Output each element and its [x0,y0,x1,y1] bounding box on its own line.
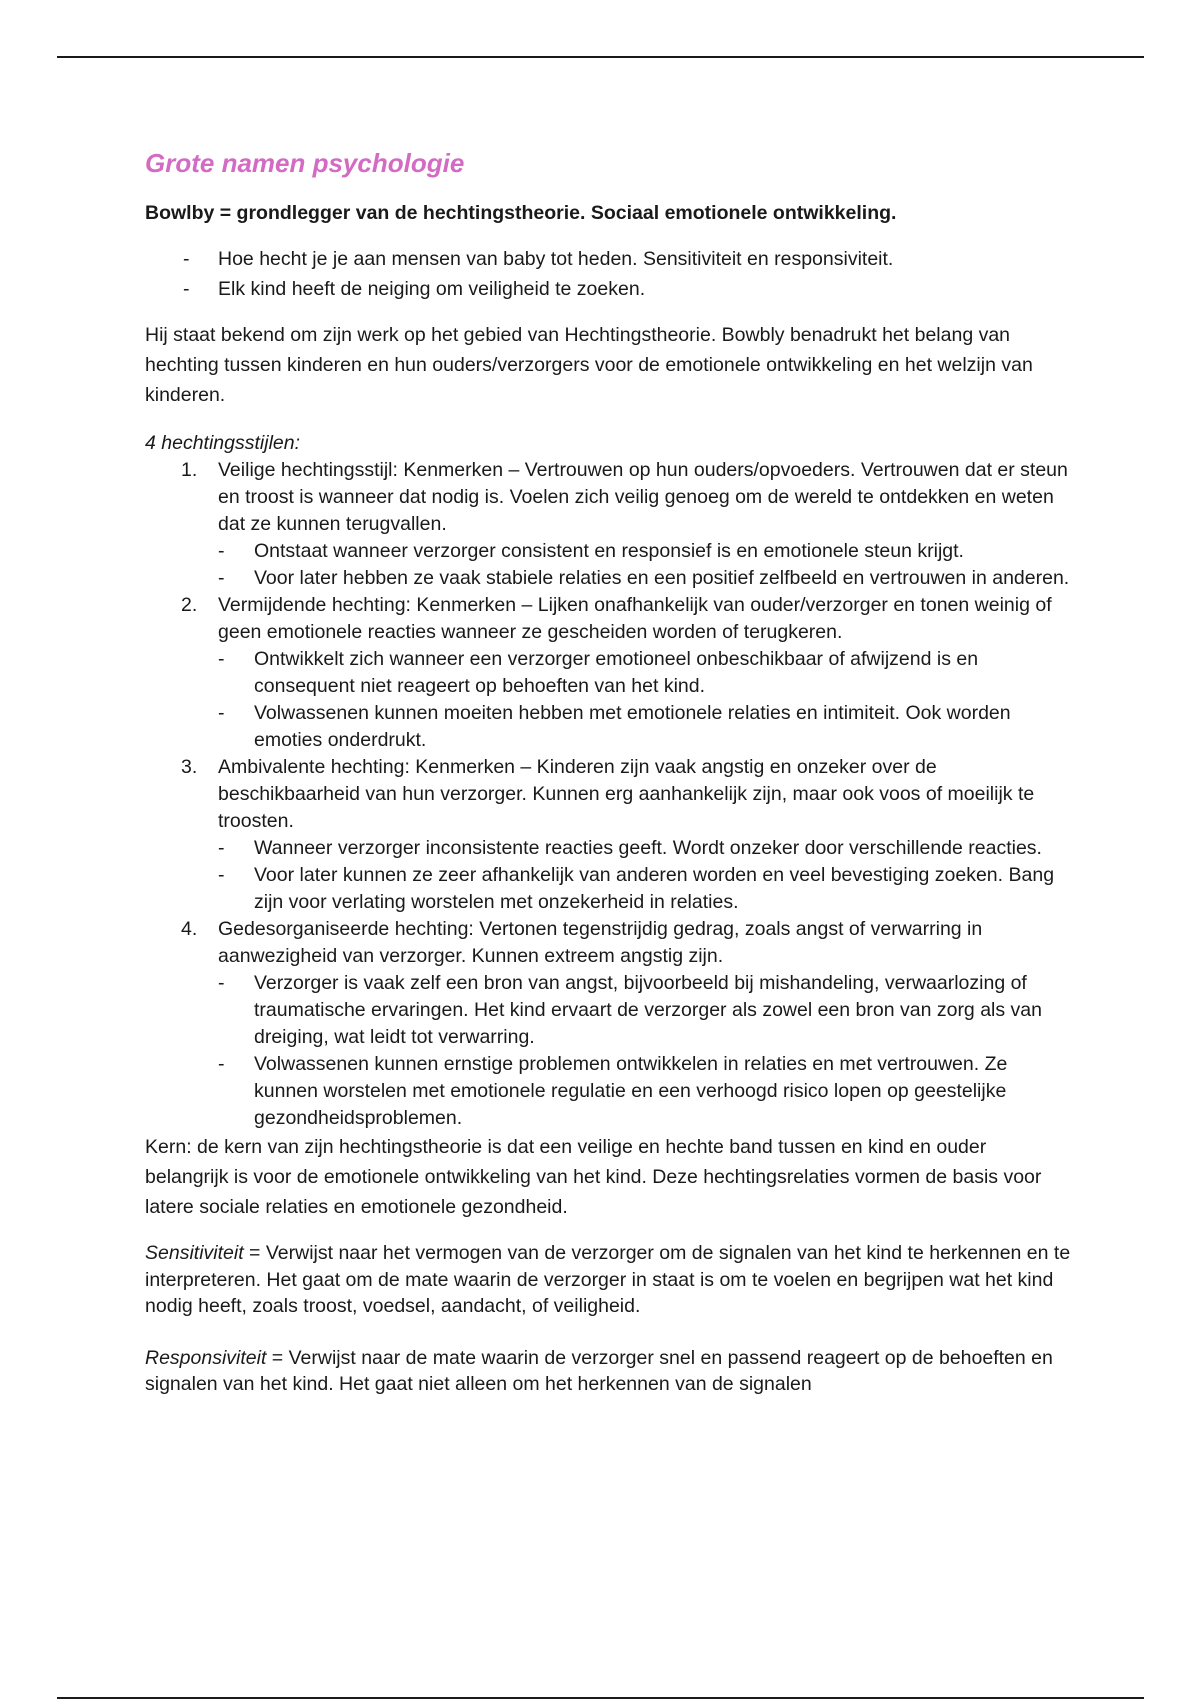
responsiviteit-definition [145,1345,1075,1398]
attachment-styles-list [145,457,1075,1132]
style-bullets [218,835,1075,916]
style-item-ambivalent [145,754,1075,916]
intro-paragraph: Hij staat bekend om zijn werk op het gebied van Hechtingstheorie. Bowbly benadrukt het belang van hechting tussen kinderen en hun ouders/verzorgers voor de emotionele ontwikkeling en het welzijn van kinderen. [145,324,1033,406]
definition-term: Sensitiviteit [145,1242,244,1264]
list-item: - Wanneer verzorger inconsistente reacties geeft. Wordt onzeker door verschillende reacties. [218,835,1075,862]
lead-statement: Bowlby = grondlegger van de hechtingstheorie. Sociaal emotionele ontwikkeling. [145,202,897,224]
list-item: - Voor later kunnen ze zeer afhankelijk van anderen worden en veel bevestiging zoeken. Bang zijn voor verlating worstelen met onzekerheid in relaties. [218,862,1075,916]
definition-term: Responsiviteit [145,1346,267,1369]
style-bullets [218,970,1075,1132]
list-item: - Volwassenen kunnen moeiten hebben met emotionele relaties en intimiteit. Ook worden emoties onderdrukt. [218,700,1075,754]
list-item: - Verzorger is vaak zelf een bron van angst, bijvoorbeeld bij mishandeling, verwaarlozing of traumatische ervaringen. Het kind ervaart de verzorger als zowel een bron van zorg als van dreiging, wat leidt tot verwarring. [218,970,1075,1051]
list-number: 3. [181,756,198,778]
footer-rule [57,1697,1144,1699]
style-item-gedesorganiseerd [145,916,1075,1132]
intro-bullet-list [145,244,1075,304]
document-page [145,146,1075,1423]
list-item: - Elk kind heeft de neiging om veiligheid te zoeken. [145,274,1075,304]
style-bullets [218,646,1075,754]
style-description: Vermijdende hechting: Kenmerken – Lijken onafhankelijk van ouder/verzorger en tonen weinig of geen emotionele reacties wanneer ze gescheiden worden of terugkeren. [218,594,1052,643]
list-item: - Hoe hecht je je aan mensen van baby tot heden. Sensitiviteit en responsiviteit. [145,244,1075,274]
style-description: Ambivalente hechting: Kenmerken – Kinderen zijn vaak angstig en onzeker over de beschikbaarheid van hun verzorger. Kunnen erg aanhankelijk zijn, maar ook voos of moeilijk te troosten. [218,756,1035,832]
list-item: - Voor later hebben ze vaak stabiele relaties en een positief zelfbeeld en vertrouwen in anderen. [218,565,1075,592]
style-item-veilig [145,457,1075,592]
style-description: Veilige hechtingsstijl: Kenmerken – Vertrouwen op hun ouders/opvoeders. Vertrouwen dat er steun en troost is wanneer dat nodig is. Voelen zich veilig genoeg om de wereld te ontdekken en weten dat ze kunnen terugvallen. [218,459,1068,535]
sensitiviteit-definition [145,1240,1075,1320]
page-title: Grote namen psychologie [145,148,465,178]
list-item: - Ontwikkelt zich wanneer een verzorger emotioneel onbeschikbaar of afwijzend is en consequent niet reageert op behoeften van het kind. [218,646,1075,700]
style-bullets [218,538,1075,592]
definition-text: = Verwijst naar de mate waarin de verzorger snel en passend reageert op de behoeften en signalen van het kind. Het gaat niet alleen om het herkennen van de signalen [145,1346,1053,1395]
list-number: 2. [181,594,198,616]
header-rule [57,56,1144,58]
list-item: - Ontstaat wanneer verzorger consistent en responsief is en emotionele steun krijgt. [218,538,1075,565]
style-description: Gedesorganiseerde hechting: Vertonen tegenstrijdig gedrag, zoals angst of verwarring in aanwezigheid van verzorger. Kunnen extreem angstig zijn. [218,918,983,967]
style-item-vermijdend [145,592,1075,754]
list-item: - Volwassenen kunnen ernstige problemen ontwikkelen in relaties en met vertrouwen. Ze kunnen worstelen met emotionele regulatie en een verhoogd risico lopen op geestelijke gezondheidsproblemen. [218,1051,1075,1132]
list-number: 4. [181,918,198,940]
definition-text: = Verwijst naar het vermogen van de verzorger om de signalen van het kind te herkennen en te interpreteren. Het gaat om de mate waarin de verzorger in staat is om te voelen en begrijpen wat het kind nodig heeft, zoals troost, voedsel, aandacht, of veiligheid. [145,1242,1071,1317]
kern-paragraph: Kern: de kern van zijn hechtingstheorie is dat een veilige en hechte band tussen en kind en ouder belangrijk is voor de emotionele ontwikkeling van het kind. Deze hechtingsrelaties vormen de basis voor latere sociale relaties en emotionele gezondheid. [145,1136,1042,1218]
styles-heading: 4 hechtingsstijlen: [145,432,301,454]
list-number: 1. [181,459,198,481]
